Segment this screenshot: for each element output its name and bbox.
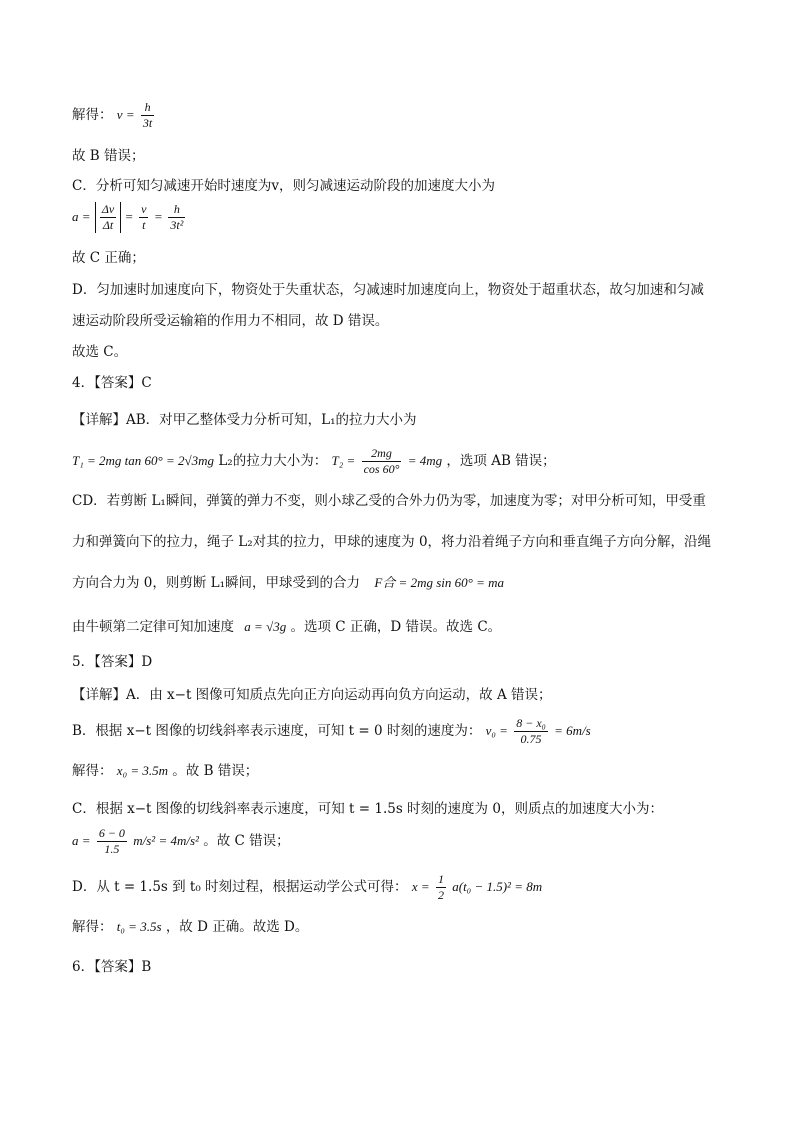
label: 解得： — [72, 107, 113, 123]
formula-a: a = — [72, 833, 91, 848]
q4-cd-line-3: 方向合力为 0，则剪断 L₁瞬间，甲球受到的合力 F合 = 2mg sin 60° = ma — [72, 575, 504, 591]
d-line-1: D．匀加速时加速度向下，物资处于失重状态，匀减速时加速度向上，物资处于超重状态，故匀加速和匀减 — [72, 282, 704, 298]
q5-b-line: B．根据 x−t 图像的切线斜率表示速度，可知 t = 0 时刻的速度为： v₀ = $\frac{\text{8 − x₀}}{0.75}$ = 6m/s — [72, 716, 591, 746]
formula-lhs: a = — [72, 209, 91, 224]
fraction: $\frac{h}{3t}$ — [142, 100, 153, 130]
formula-t2: T₂ = — [331, 453, 356, 468]
formula-x0: x₀ = 3.5m — [116, 763, 168, 778]
formula-acceleration: a = √3g — [244, 619, 287, 634]
q5-d-solution-line: 解得： t₀ = 3.5s ，故 D 正确。故选 D。 — [72, 919, 309, 935]
solution-v-line — [72, 100, 156, 131]
formula-t0: t₀ = 3.5s — [116, 919, 162, 934]
fraction: $\frac{6 - 0}{1.5}$ — [98, 826, 125, 856]
q5-a-line: 【详解】A．由 x−t 图像可知质点先向正方向运动再向负方向运动，故 A 错误； — [72, 687, 552, 703]
formula-v0: v₀ = — [485, 723, 508, 738]
q6-answer-heading: 6．【答案】B — [72, 959, 152, 975]
fraction: $\frac{\text{8 − x₀}}{0.75}$ — [516, 716, 546, 746]
fraction: $\frac{v}{t}$ — [141, 202, 147, 232]
fraction: $\frac{1}{2}$ — [437, 872, 444, 902]
q4-answer-heading: 4．【答案】C — [72, 375, 152, 391]
q4-cd-line-1: CD．若剪断 L₁瞬间，弹簧的弹力不变，则小球乙受的合外力仍为零，加速度为零；对甲分析可知，甲受重 — [72, 493, 706, 509]
q5-d-line: D．从 t = 1.5s 到 t₀ 时刻过程，根据运动学公式可得： x = $\frac{1}{2}$ a(t₀ − 1.5)² = 8m — [72, 872, 543, 902]
d-line-2: 速运动阶段所受运输箱的作用力不相同，故 D 错误。 — [72, 313, 389, 329]
fraction: $\frac{h}{\text{3t²}}$ — [170, 202, 184, 232]
formula-t1: T₁ = 2mg tan 60° = 2√3mg — [72, 453, 215, 468]
q4-newton-line: 由牛顿第二定律可知加速度 a = √3g 。选项 C 正确，D 错误。故选 C。 — [72, 619, 502, 635]
c-intro-line: C．分析可知匀减速开始时速度为v，则匀减速运动阶段的加速度大小为 — [72, 178, 495, 194]
b-wrong-line: 故 B 错误； — [72, 148, 145, 164]
choose-c-line: 故选 C。 — [72, 344, 128, 360]
q5-c-formula-line: a = $\frac{6 - 0}{1.5}$ m/s² = 4m/s² 。故 C 错误； — [72, 826, 290, 856]
formula-net-force: F合 = 2mg sin 60° = ma — [374, 575, 504, 590]
q5-c-line: C．根据 x−t 图像的切线斜率表示速度，可知 t = 1.5s 时刻的速度为 0，则质点的加速度大小为： — [72, 801, 663, 817]
fraction: $\frac{2mg}{\cos 60^\circ}$ — [363, 446, 400, 476]
q4-formula-line: T₁ = 2mg tan 60° = 2√3mg L₂的拉力大小为： T₂ = $\frac{2mg}{\cos 60^\circ}$ = 4mg ，选项 AB 错误； — [72, 446, 556, 476]
formula-lhs: v = — [116, 107, 135, 122]
c-formula-line: a = $\frac{\Delta v}{\Delta t}$ = $\frac{v}{t}$ = $\frac{h}{\text{3t²}}$ — [72, 202, 184, 232]
absolute-value: $\frac{\Delta v}{\Delta t}$ — [95, 202, 121, 233]
formula-x: x = — [411, 879, 430, 894]
c-right-line: 故 C 正确； — [72, 250, 145, 266]
q5-answer-heading: 5．【答案】D — [72, 654, 153, 670]
q5-b-solution-line: 解得： x₀ = 3.5m 。故 B 错误； — [72, 763, 259, 779]
q4-detail-line: 【详解】AB．对甲乙整体受力分析可知，L₁的拉力大小为 — [72, 412, 417, 428]
q4-cd-line-2: 力和弹簧向下的拉力，绳子 L₂对其的拉力，甲球的速度为 0，将力沿着绳子方向和垂直绳子方向分解，沿绳 — [72, 534, 712, 550]
